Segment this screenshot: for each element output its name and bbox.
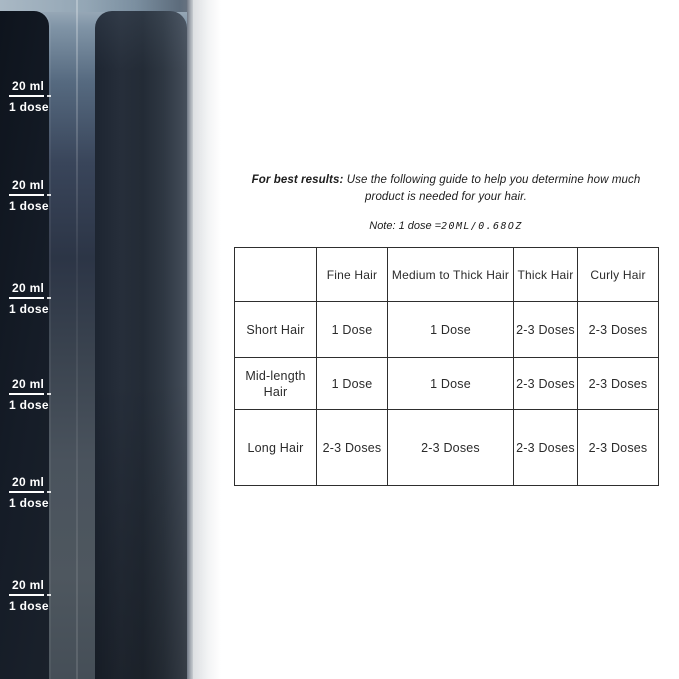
dose-cell: 2-3 Doses (514, 302, 578, 358)
bottle-seam (76, 0, 78, 679)
dose-unit-label: 1 dose (9, 599, 49, 613)
dose-cell: 1 Dose (388, 358, 514, 410)
dose-scale-mark (9, 378, 57, 412)
row-header: Mid-length Hair (235, 358, 317, 410)
guide-intro-text (234, 172, 658, 206)
product-bottle (0, 0, 193, 679)
dose-cell: 2-3 Doses (514, 358, 578, 410)
dose-cell: 1 Dose (317, 302, 388, 358)
dose-cell: 2-3 Doses (578, 302, 659, 358)
column-header: Curly Hair (578, 248, 659, 302)
guide-intro-rest: Use the following guide to help you determine how much product is needed for your hair. (346, 174, 641, 203)
dose-scale-mark (9, 282, 57, 316)
dose-amount-label: 20 ml (12, 281, 45, 295)
table-header-row (235, 248, 659, 302)
dosage-table (234, 247, 659, 486)
bottle-background-halo (193, 0, 221, 679)
row-header: Long Hair (235, 410, 317, 486)
dose-scale-mark (9, 579, 57, 613)
dose-divider-line (9, 194, 44, 196)
guide-note-text (234, 220, 658, 232)
table-row (235, 358, 659, 410)
column-header: Thick Hair (514, 248, 578, 302)
row-header: Short Hair (235, 302, 317, 358)
dose-cell: 2-3 Doses (388, 410, 514, 486)
dose-scale-mark (9, 476, 57, 510)
dose-cell: 2-3 Doses (514, 410, 578, 486)
table-row (235, 302, 659, 358)
dose-cell: 2-3 Doses (578, 358, 659, 410)
dose-amount-label: 20 ml (12, 377, 45, 391)
dose-divider-line (9, 393, 44, 395)
dose-scale-mark (9, 179, 57, 213)
guide-note-value: 20ML/0.68OZ (441, 221, 523, 232)
dose-unit-label: 1 dose (9, 496, 49, 510)
column-header: Fine Hair (317, 248, 388, 302)
column-header: Medium to Thick Hair (388, 248, 514, 302)
guide-intro-bold: For best results: (251, 174, 344, 186)
bottle-right-panel (95, 11, 187, 679)
dose-unit-label: 1 dose (9, 302, 49, 316)
dose-divider-line (9, 95, 44, 97)
dose-unit-label: 1 dose (9, 100, 49, 114)
dose-divider-line (9, 491, 44, 493)
dose-divider-line (9, 594, 44, 596)
dose-amount-label: 20 ml (12, 178, 45, 192)
dose-cell: 1 Dose (317, 358, 388, 410)
dose-amount-label: 20 ml (12, 578, 45, 592)
dose-scale-mark (9, 80, 57, 114)
column-header (235, 248, 317, 302)
dose-unit-label: 1 dose (9, 398, 49, 412)
dose-cell: 2-3 Doses (578, 410, 659, 486)
table-row (235, 410, 659, 486)
dose-cell: 2-3 Doses (317, 410, 388, 486)
dose-divider-line (9, 297, 44, 299)
dose-amount-label: 20 ml (12, 79, 45, 93)
dose-unit-label: 1 dose (9, 199, 49, 213)
guide-note-prefix: Note: 1 dose = (369, 220, 442, 232)
dose-amount-label: 20 ml (12, 475, 45, 489)
dose-cell: 1 Dose (388, 302, 514, 358)
